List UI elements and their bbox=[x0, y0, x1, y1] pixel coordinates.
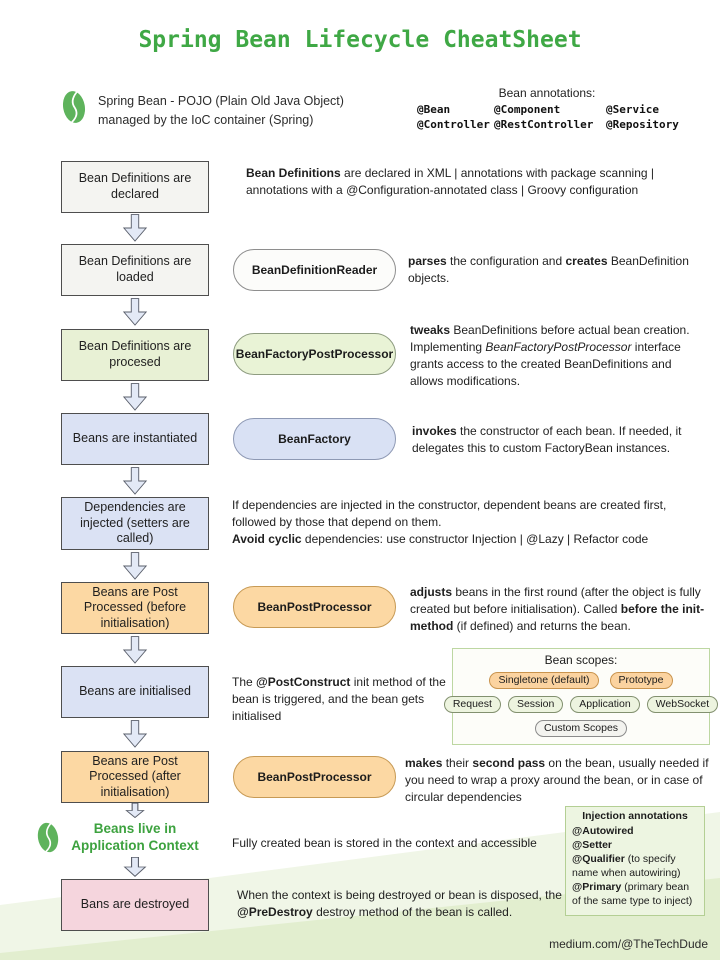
desc-bold: @Setter bbox=[572, 838, 613, 851]
desc-bold: Avoid cyclic bbox=[232, 532, 302, 547]
desc-text: their bbox=[442, 756, 473, 770]
desc-postprocess-2 bbox=[405, 755, 713, 806]
annotation-component: @Component bbox=[494, 103, 561, 116]
scope-prototype: Prototype bbox=[610, 672, 673, 689]
injection-primary bbox=[572, 881, 698, 909]
desc-text: (if defined) and returns the bean. bbox=[453, 619, 631, 634]
bean-scopes-title: Bean scopes: bbox=[544, 653, 618, 667]
desc-bold: creates bbox=[565, 254, 608, 268]
pill-beanpostprocessor-2 bbox=[233, 756, 396, 798]
flow-step-destroyed bbox=[61, 879, 209, 931]
pill-label: BeanPostProcessor bbox=[257, 770, 372, 784]
flow-step-label: Beans are initialised bbox=[79, 684, 191, 699]
flow-step-label: Dependencies are injected (setters are called) bbox=[80, 500, 190, 546]
down-arrow-icon bbox=[122, 297, 148, 327]
pill-label: BeanPostProcessor bbox=[257, 600, 372, 614]
scopes-row-2 bbox=[453, 696, 709, 713]
scopes-row-1 bbox=[453, 672, 709, 689]
flow-step-label: Beans are Post Processed (after initialisation) bbox=[89, 753, 181, 799]
bean-annotations-grid bbox=[417, 103, 677, 131]
desc-declared bbox=[246, 165, 714, 199]
desc-bold: @PostConstruct bbox=[256, 675, 351, 689]
down-arrow-icon bbox=[125, 803, 145, 818]
desc-bold: makes bbox=[405, 756, 443, 770]
desc-text: destroy method of the bean is called. bbox=[312, 905, 513, 920]
desc-text: Fully created bean is stored in the context and accessible bbox=[232, 836, 537, 850]
injection-setter bbox=[572, 839, 698, 853]
down-arrow-icon bbox=[122, 719, 148, 749]
down-arrow-icon bbox=[122, 551, 148, 581]
desc-postprocess-1 bbox=[410, 584, 708, 635]
desc-factory bbox=[412, 423, 706, 457]
desc-bold: @Qualifier bbox=[572, 852, 625, 865]
annotation-restcontroller: @RestController bbox=[494, 118, 594, 131]
flow-step-label: Bean Definitions are loaded bbox=[78, 254, 192, 284]
scope-application: Application bbox=[570, 696, 639, 713]
page-title: Spring Bean Lifecycle CheatSheet bbox=[138, 27, 582, 53]
desc-text: the constructor of each bean. If needed, it delegates this to custom FactoryBean instances. bbox=[412, 424, 682, 456]
annotation-controller: @Controller bbox=[417, 118, 490, 131]
flow-step-label: Beans are instantiated bbox=[72, 431, 198, 446]
down-arrow-icon bbox=[122, 382, 148, 412]
scopes-row-3 bbox=[453, 720, 709, 737]
desc-bold: parses bbox=[408, 254, 447, 268]
pill-label: BeanDefinitionReader bbox=[251, 263, 378, 277]
flow-step-declared bbox=[61, 161, 209, 213]
injection-autowired bbox=[572, 825, 698, 839]
down-arrow-icon bbox=[122, 466, 148, 496]
desc-text: init method of the bean is triggered, and the bean gets initialised bbox=[232, 675, 446, 724]
flow-step-initialised bbox=[61, 666, 209, 718]
desc-initialised bbox=[232, 674, 450, 725]
desc-text: the configuration and bbox=[446, 254, 566, 268]
desc-text: If dependencies are injected in the constructor, dependent beans are created first, followed by those that depend on them. bbox=[232, 498, 667, 530]
annotation-bean: @Bean bbox=[417, 103, 451, 116]
pill-beanpostprocessor-1 bbox=[233, 586, 396, 628]
injection-qualifier bbox=[572, 853, 698, 881]
down-arrow-icon bbox=[123, 857, 147, 877]
desc-dependencies bbox=[232, 497, 710, 548]
scope-singleton: Singletone (default) bbox=[489, 672, 598, 689]
context-line-1: Beans live in bbox=[93, 821, 177, 836]
annotation-service: @Service bbox=[606, 103, 659, 116]
intro-line-1: Spring Bean - POJO (Plain Old Java Object) bbox=[98, 94, 344, 108]
desc-factory-post bbox=[410, 322, 708, 390]
bean-annotations-title: Bean annotations: bbox=[498, 86, 596, 100]
flow-step-loaded bbox=[61, 244, 209, 296]
pill-beandefinitionreader bbox=[233, 249, 396, 291]
desc-context bbox=[232, 835, 562, 852]
pill-label: BeanFactoryPostProcessor bbox=[235, 347, 394, 361]
desc-text: When the context is being destroyed or bean is disposed, the bbox=[237, 888, 562, 902]
down-arrow-icon bbox=[122, 635, 148, 665]
down-arrow-icon bbox=[122, 213, 148, 243]
coffee-bean-icon bbox=[36, 820, 60, 855]
pill-beanfactory bbox=[233, 418, 396, 460]
desc-text: (primary bean of the same type to inject) bbox=[572, 880, 693, 907]
desc-bold: tweaks bbox=[410, 323, 451, 337]
flow-step-label: Bans are destroyed bbox=[80, 897, 190, 912]
coffee-bean-icon bbox=[61, 88, 87, 126]
desc-text: dependencies: use constructor Injection | @Lazy | Refactor code bbox=[301, 532, 649, 547]
flow-step-processed bbox=[61, 329, 209, 381]
desc-italic: BeanFactoryPostProcessor bbox=[485, 340, 632, 355]
desc-text: are declared in XML | annotations with package scanning | annotations with a @Configuration-annotated class | Groovy configuration bbox=[246, 166, 654, 198]
scope-request: Request bbox=[444, 696, 501, 713]
desc-bold: second pass bbox=[472, 756, 546, 770]
flow-step-label: Bean Definitions are procesed bbox=[78, 339, 192, 369]
desc-bold: @Autowired bbox=[572, 824, 634, 837]
flow-step-dependencies bbox=[61, 497, 209, 550]
desc-text: beans in the first round (after the object is fully created but before initialisation). Called bbox=[410, 585, 701, 617]
desc-bold: Bean Definitions bbox=[246, 166, 341, 180]
desc-bold: invokes bbox=[412, 424, 457, 438]
desc-text: on the bean, usually needed if you need to wrap a proxy around the bean, or in case of circular dependencies bbox=[405, 756, 709, 805]
bean-scopes-box bbox=[452, 648, 710, 745]
scope-websocket: WebSocket bbox=[647, 696, 719, 713]
bean-annotations-block bbox=[417, 86, 677, 131]
injection-title: Injection annotations bbox=[582, 810, 688, 822]
desc-text: The bbox=[232, 675, 257, 689]
desc-reader bbox=[408, 253, 704, 287]
desc-text: (to specify name when autowiring) bbox=[572, 852, 681, 879]
desc-text: BeanDefinition objects. bbox=[408, 254, 689, 286]
intro-text bbox=[98, 92, 344, 130]
injection-annotations-box bbox=[565, 806, 705, 916]
annotation-repository: @Repository bbox=[606, 118, 679, 131]
desc-bold: @PreDestroy bbox=[237, 905, 313, 920]
pill-label: BeanFactory bbox=[278, 432, 351, 446]
desc-bold: before the init-method bbox=[410, 602, 705, 634]
pill-beanfactorypostprocessor bbox=[233, 333, 396, 375]
flow-step-label: Beans are Post Processed (before initialisation) bbox=[83, 584, 187, 630]
intro-line-2: managed by the IoC container (Spring) bbox=[98, 113, 314, 127]
application-context-label bbox=[60, 820, 210, 854]
flow-step-postprocessed-after bbox=[61, 751, 209, 803]
flow-step-postprocessed-before bbox=[61, 582, 209, 634]
desc-text: interface grants access to the created BeanDefinitions and allows modifications. bbox=[410, 340, 681, 389]
flow-step-instantiated bbox=[61, 413, 209, 465]
desc-bold: @Primary bbox=[572, 880, 622, 893]
desc-text: BeanDefinitions before actual bean creation. Implementing bbox=[410, 323, 690, 355]
flow-step-label: Bean Definitions are declared bbox=[78, 171, 192, 201]
scope-session: Session bbox=[508, 696, 563, 713]
scope-custom: Custom Scopes bbox=[535, 720, 627, 737]
desc-destroyed bbox=[237, 887, 569, 921]
desc-bold: adjusts bbox=[410, 585, 453, 599]
footer-credit: medium.com/@TheTechDude bbox=[549, 937, 708, 951]
context-line-2: Application Context bbox=[71, 838, 199, 853]
